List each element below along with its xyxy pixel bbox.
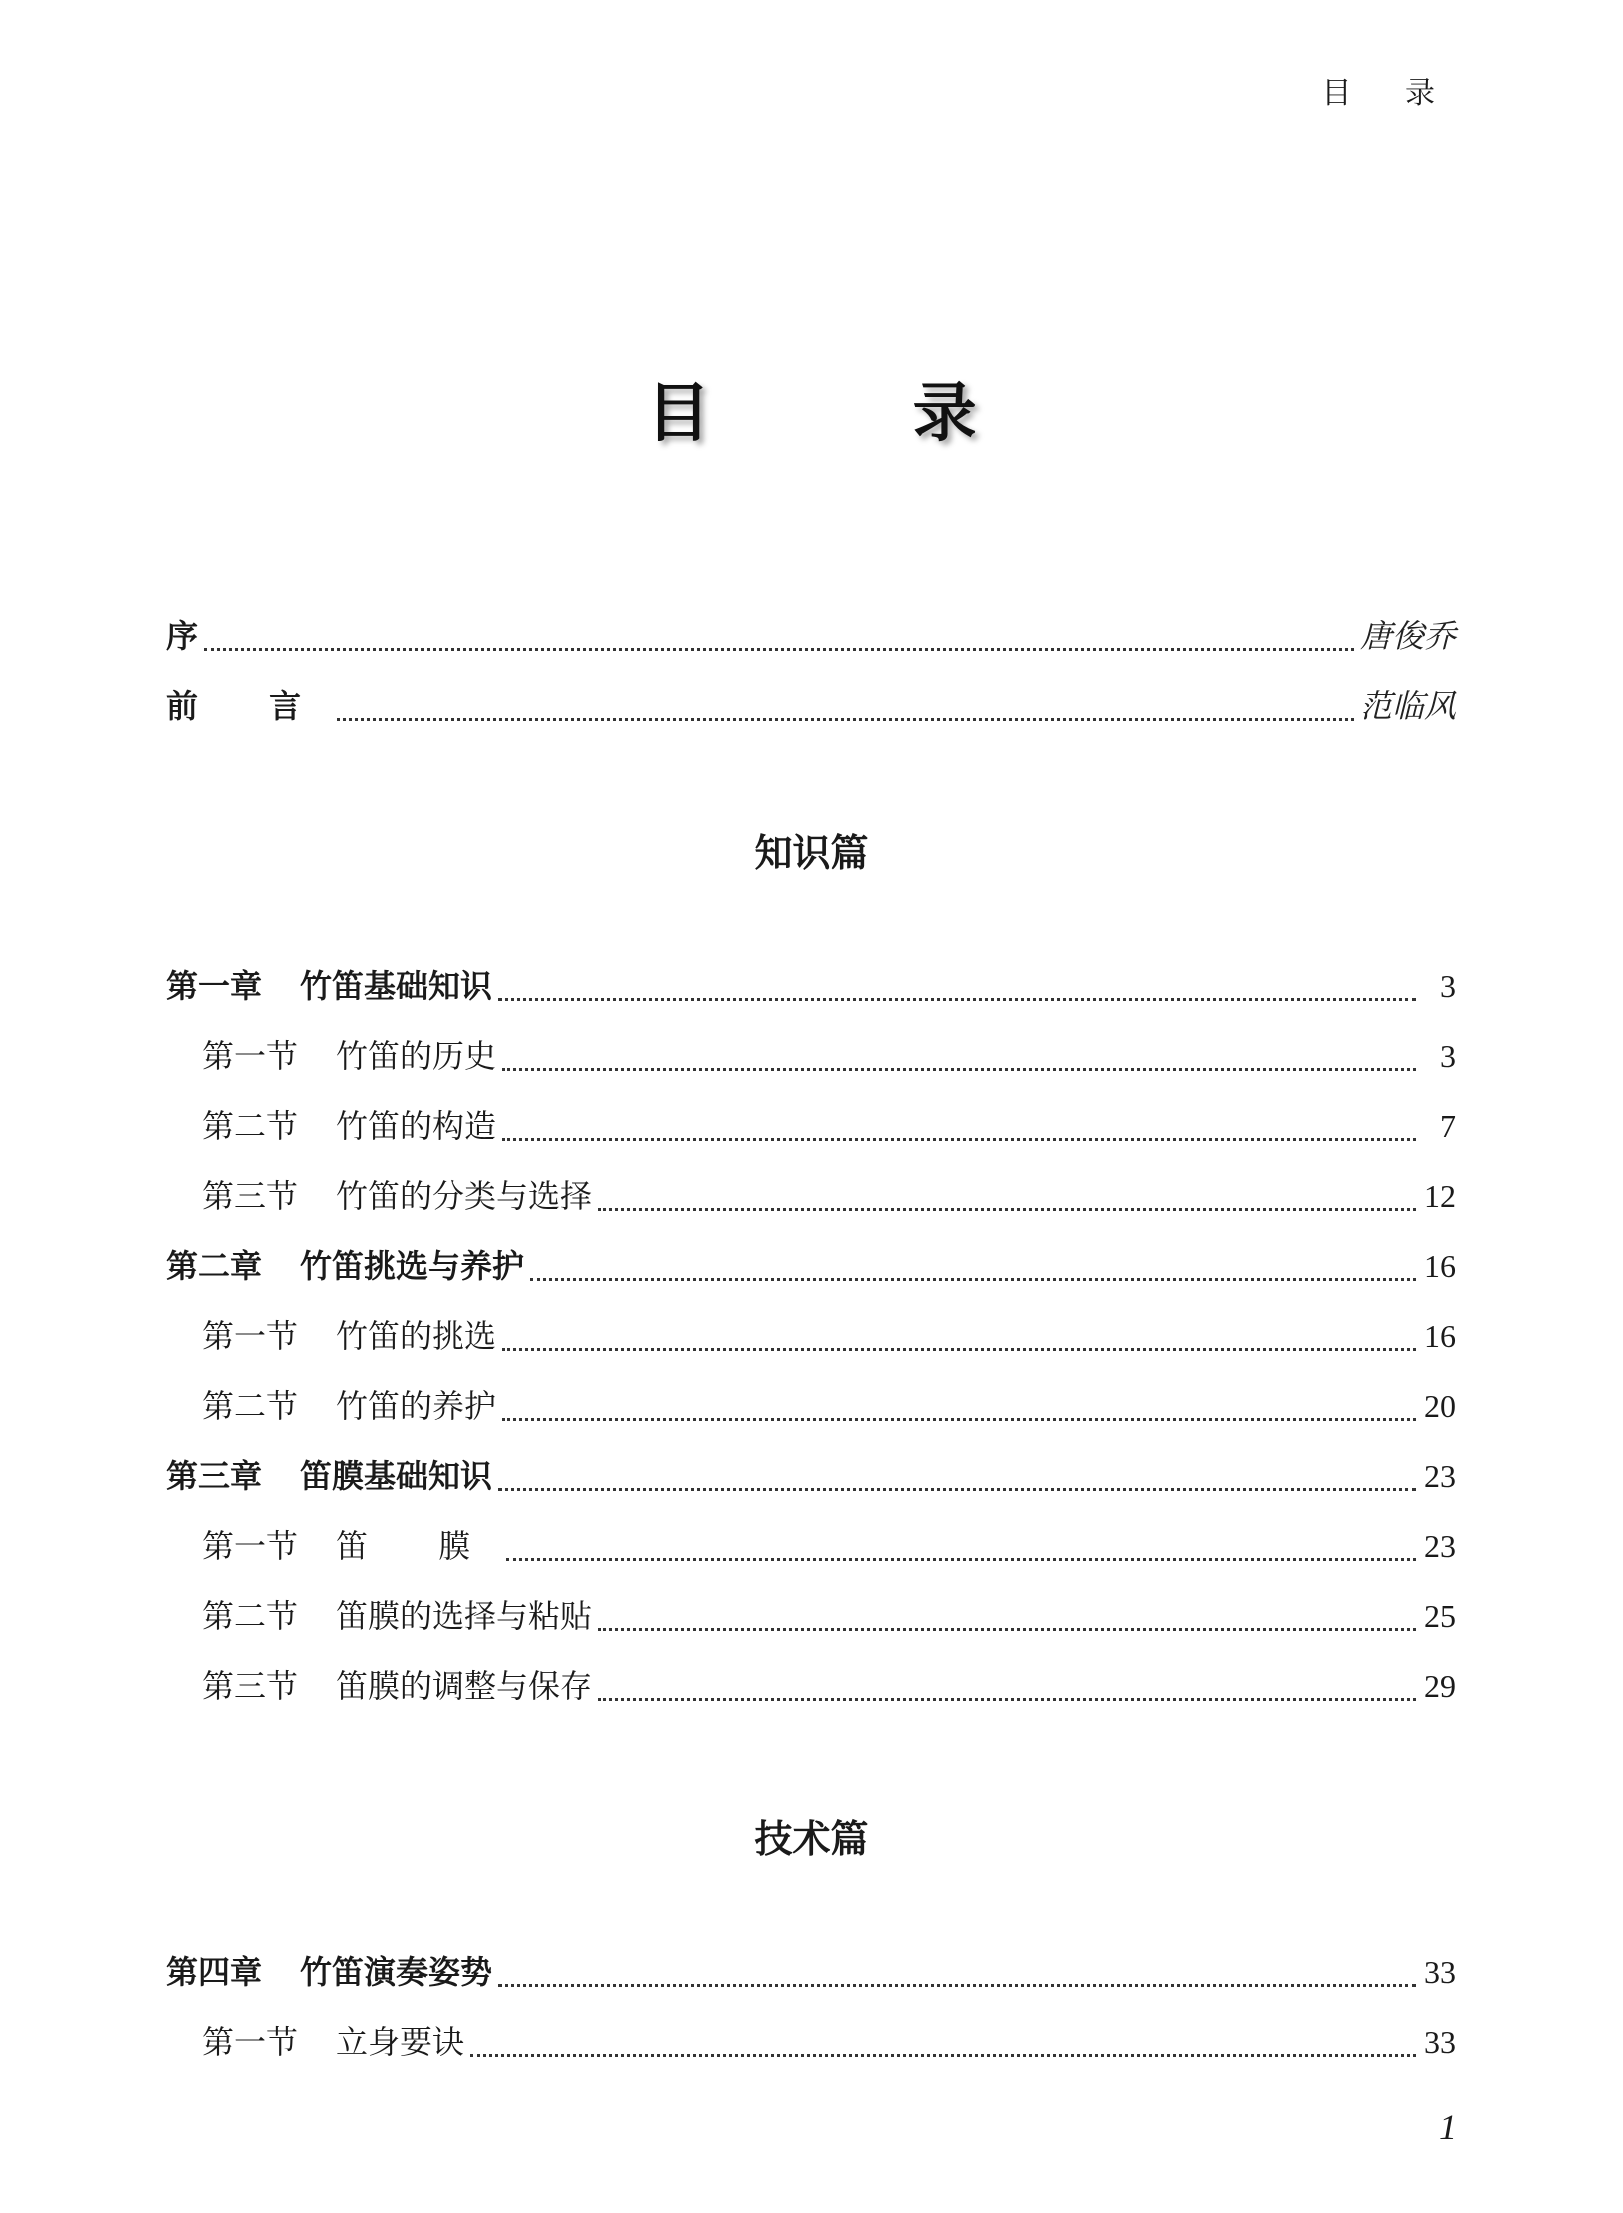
toc-entry-label: 第一章 竹笛基础知识	[166, 967, 493, 1005]
dot-leader	[498, 1466, 1416, 1491]
toc-page-number: 23	[1424, 1528, 1456, 1564]
dot-leader	[498, 1962, 1416, 1987]
toc-entry-label: 前 言	[166, 687, 332, 725]
dot-leader	[502, 1046, 1416, 1071]
dot-leader	[337, 696, 1354, 721]
toc-entry-label: 第一节 立身要诀	[202, 2023, 465, 2061]
toc-entry-label: 序	[166, 617, 199, 655]
dot-leader	[598, 1186, 1416, 1211]
toc-entry-section[interactable]	[202, 1102, 1456, 1150]
toc-entry-section[interactable]	[202, 1382, 1456, 1430]
toc-page-number: 16	[1424, 1248, 1456, 1284]
toc-entry-author: 范临风	[1359, 687, 1456, 725]
toc-entry-chapter[interactable]	[166, 1948, 1456, 1996]
dot-leader	[502, 1326, 1416, 1351]
toc-page-number: 16	[1424, 1318, 1456, 1354]
toc-entry-section[interactable]	[202, 1312, 1456, 1360]
toc-entry-section[interactable]	[202, 2018, 1456, 2066]
part-heading: 知识篇	[754, 831, 869, 875]
part-heading: 技术篇	[754, 1817, 869, 1861]
dot-leader	[470, 2032, 1416, 2057]
page-title: 目 录	[646, 377, 1067, 451]
toc-page-number: 12	[1424, 1178, 1456, 1214]
toc-page-number: 33	[1424, 2024, 1456, 2060]
toc-page-number: 7	[1440, 1108, 1456, 1144]
toc-entry-label: 第一节 竹笛的挑选	[202, 1317, 497, 1355]
toc-entry-chapter[interactable]	[166, 962, 1456, 1010]
toc-entry-label: 第一节 笛 膜	[202, 1527, 501, 1565]
running-head: 目 录	[1321, 76, 1457, 111]
toc-entry-label: 第三节 笛膜的调整与保存	[202, 1667, 593, 1705]
toc-entry-foreword[interactable]	[166, 682, 1456, 730]
toc-entry-section[interactable]	[202, 1592, 1456, 1640]
page-folio: 1	[1439, 2107, 1457, 2147]
dot-leader	[530, 1256, 1416, 1281]
toc-page-number: 3	[1440, 968, 1456, 1004]
toc-entry-section[interactable]	[202, 1032, 1456, 1080]
toc-entry-author: 唐俊乔	[1359, 617, 1456, 655]
toc-entry-label: 第二节 笛膜的选择与粘贴	[202, 1597, 593, 1635]
dot-leader	[506, 1536, 1416, 1561]
toc-entry-label: 第三章 笛膜基础知识	[166, 1457, 493, 1495]
toc-entry-label: 第一节 竹笛的历史	[202, 1037, 497, 1075]
toc-entry-chapter[interactable]	[166, 1242, 1456, 1290]
toc-page-number: 33	[1424, 1954, 1456, 1990]
toc-entry-label: 第二节 竹笛的构造	[202, 1107, 497, 1145]
toc-page-number: 25	[1424, 1598, 1456, 1634]
toc-entry-label: 第四章 竹笛演奏姿势	[166, 1953, 493, 1991]
toc-entry-chapter[interactable]	[166, 1452, 1456, 1500]
dot-leader	[598, 1676, 1416, 1701]
toc-entry-section[interactable]	[202, 1522, 1456, 1570]
toc-entry-preface[interactable]	[166, 612, 1456, 660]
toc-page-number: 3	[1440, 1038, 1456, 1074]
toc-entry-label: 第二节 竹笛的养护	[202, 1387, 497, 1425]
toc-page-number: 23	[1424, 1458, 1456, 1494]
toc-page-number: 20	[1424, 1388, 1456, 1424]
toc-entry-section[interactable]	[202, 1172, 1456, 1220]
dot-leader	[502, 1396, 1416, 1421]
toc-entry-section[interactable]	[202, 1662, 1456, 1710]
dot-leader	[204, 626, 1354, 651]
dot-leader	[598, 1606, 1416, 1631]
toc-page-number: 29	[1424, 1668, 1456, 1704]
dot-leader	[502, 1116, 1416, 1141]
dot-leader	[498, 976, 1416, 1001]
toc-entry-label: 第三节 竹笛的分类与选择	[202, 1177, 593, 1215]
toc-entry-label: 第二章 竹笛挑选与养护	[166, 1247, 525, 1285]
